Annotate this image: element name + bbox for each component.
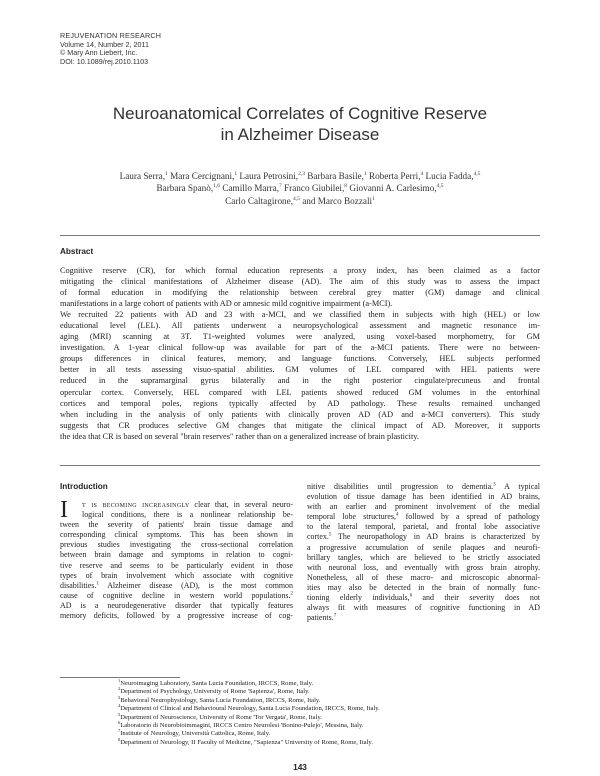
footnote-text: Neuroimaging Laboratory, Santa Lucia Foundation, IRCCS, Rome, Italy. (120, 680, 314, 687)
intro-line (60, 581, 293, 591)
intro-text: Alzheimer disease (AD), is the most common (98, 580, 293, 590)
journal-name: REJUVENATION RESEARCH (60, 31, 162, 40)
author-list (70, 170, 530, 207)
footnote-item (118, 711, 380, 722)
citation-ref: 7 (333, 613, 337, 619)
intro-line: evolution of tissue damage has been identified in AD brains, (307, 492, 540, 502)
footnote-item (118, 694, 380, 705)
intro-line: AD is a neurodegenerative disorder that typically features (60, 600, 293, 610)
abstract-line: when including in the analysis of only patients with clinically proven AD (AD and a-MCI converters). This study (60, 409, 540, 419)
abstract-line: Cognitive reserve (CR), for which formal education represents a proxy index, has been claimed as a factor (60, 266, 540, 275)
journal-doi: DOI: 10.1089/rej.2010.1103 (60, 56, 149, 66)
footnote-text: Department of Neurology, II Faculty of Medicine, "Sapienza" University of Rome, Rome, Italy. (120, 738, 373, 746)
footnote-item (118, 705, 380, 713)
author-affiliation-ref: 4,5 (293, 195, 300, 202)
author-name: Barbara Spanò, (156, 183, 214, 194)
author-name: and Marco Bozzali (299, 195, 373, 206)
abstract-line: groups differences in clinical features, memory, and language functions. Conversely, HEL subjects performed (60, 354, 540, 364)
abstract-line: aging (MRI) scanning at 3T. T1-weighted volumes were analyzed, using voxel-based morphometry, for GM (60, 332, 540, 342)
title-line-1: Neuroanatomical Correlates of Cognitive Reserve (112, 104, 488, 123)
footnote-number: 5 (118, 711, 121, 717)
footnote-number: 6 (118, 719, 121, 725)
intro-line: ities may also be detected in the brain of normally func- (307, 582, 540, 592)
footnote-item (118, 688, 380, 696)
intro-text: clear that, in several neuro- (189, 500, 293, 509)
section-divider (60, 235, 540, 236)
article-title (60, 103, 540, 145)
journal-volume: Volume 14, Number 2, 2011 (60, 39, 149, 49)
author-name: Laura Serra, (119, 171, 166, 181)
footnote-item (118, 730, 380, 738)
footnote-item (118, 736, 380, 747)
intro-text: nitive disabilities until progression to dementia. (307, 482, 494, 491)
intro-line: corresponding clinical symptoms. This has been shown in (60, 530, 293, 540)
intro-line: with an earlier and prominent involvement of the medial (307, 502, 540, 512)
author-name: Lucia Fadda, (423, 171, 474, 181)
abstract-line: investigation. A 1-year clinical follow-up was available for part of the a-MCI patients. There were no between- (60, 343, 540, 353)
citation-ref: 6 (409, 593, 413, 599)
intro-text: patients. (307, 613, 334, 623)
intro-line: always fit with measures of cognitive functioning in AD (307, 603, 540, 613)
citation-ref: 4 (395, 512, 399, 518)
intro-line (60, 591, 293, 601)
footnote-number: 4 (118, 703, 121, 709)
abstract-heading: Abstract (60, 247, 94, 256)
author-name: Roberta Perri, (366, 171, 421, 181)
abstract-line: manifestations in a large cohort of patients with AD or amnesic mild cognitive impairment (a-MCI). (60, 299, 393, 309)
abstract-line: of formal education in modifying the relationship between cerebral grey matter (GM) damage and clinical (60, 288, 540, 298)
author-name: Giovanni A. Carlesimo, (347, 183, 437, 194)
author-name: Carlo Caltagirone, (225, 195, 294, 206)
intro-lead-in: t is becoming increasingly (82, 500, 190, 509)
intro-right-column (307, 482, 540, 623)
abstract-line: opercular cortex. Conversely, HEL compared with LEL patients showed reduced GM volumes in the entorhinal (60, 387, 540, 397)
intro-line: tive reserve and seems to be particularly evident in those (60, 560, 293, 570)
abstract-line: reduced in the supramarginal gyrus bilaterally and in the right posterior cingulate/precuneus and frontal (60, 376, 540, 386)
affiliation-footnotes (118, 677, 380, 747)
abstract-body (60, 265, 540, 442)
intro-left-column (60, 497, 293, 621)
journal-copyright: © Mary Ann Liebert, Inc. (60, 48, 138, 58)
abstract-line: educational level (LEL). All patients underwent a neuropsychological assessment and magnetic resonance im- (60, 321, 540, 331)
intro-line (307, 482, 540, 492)
footnote-text: Department of Psychology, University of Rome 'Sapienza', Rome, Italy. (120, 688, 310, 696)
footnote-text: Department of Neuroscience, University of Rome 'Tor Vergata', Rome, Italy. (120, 713, 322, 721)
citation-ref: 2 (290, 591, 293, 597)
intro-text: A typical (495, 482, 540, 491)
intro-line: tween the severity of patients' brain tissue damage and (60, 520, 293, 530)
intro-line (307, 593, 540, 603)
intro-text: tioning elderly individuals, (307, 593, 410, 603)
abstract-line: the idea that CR is based on several "brain reserves" rather than on a generalized increase of brain plasticity. (60, 431, 419, 441)
drop-cap: I (60, 497, 68, 523)
footnote-number: 8 (118, 736, 121, 742)
abstract-line: mitigating the clinical manifestations of Alzheimer disease (AD). The aim of this study was to assess the impact (60, 277, 540, 287)
author-affiliation-ref: 4,5 (473, 170, 481, 177)
footnote-number: 2 (118, 686, 121, 692)
intro-line: with neuronal loss, and eventually with gross brain atrophy. (307, 562, 540, 572)
author-line-3 (70, 195, 530, 207)
intro-line (307, 512, 540, 522)
section-divider (60, 465, 540, 466)
author-affiliation-ref: 1 (165, 170, 168, 177)
intro-line (60, 500, 293, 510)
footnote-text: Institute of Neurology, Università Cattolica, Rome, Italy. (120, 730, 271, 738)
abstract-line: suggests that CR produces selective GM changes that mitigate the clinical impact of AD. Moreover, it supports (60, 420, 540, 430)
footnote-text: Department of Clinical and Behavioural Neurology, Santa Lucia Foundation, IRCCS, Rome, Italy. (120, 705, 380, 713)
abstract-line: better in all tests assessing visuo-spatial abilities. GM volumes of LEL compared with HEL patients were (60, 365, 540, 375)
intro-text: cause of cognitive decline in western world populations. (60, 590, 291, 600)
intro-text: disabilities. (60, 580, 97, 590)
footnote-number: 3 (118, 694, 121, 700)
author-name: Barbara Basile, (304, 171, 364, 181)
citation-ref: 1 (96, 581, 99, 587)
introduction-heading: Introduction (60, 482, 108, 491)
author-affiliation-ref: 1 (234, 170, 238, 177)
author-affiliation-ref: 1 (372, 195, 375, 202)
page-number: 143 (293, 762, 307, 772)
footnote-number: 7 (118, 728, 121, 734)
intro-line: logical conditions, there is a nonlinear relationship be- (82, 510, 293, 520)
author-name: Franco Giubilei, (281, 183, 345, 194)
author-affiliation-ref: 1 (363, 170, 367, 177)
author-affiliation-ref: 4 (420, 170, 424, 177)
author-name: Camillo Marra, (220, 183, 279, 194)
abstract-line: cortices and temporal poles, regions typically affected by AD pathology. These results remained unchanged (60, 398, 540, 408)
intro-line (307, 532, 540, 542)
author-name: Mara Cercignani, (167, 171, 235, 181)
footnote-text: Laboratorio di Neurobioimmagini, IRCCS Centro Neurolesi 'Bonino-Pulejo', Messina, Italy. (120, 722, 364, 730)
abstract-line: We recruited 22 patients with AD and 23 with a-MCI, and we classified them in subjects with high (HEL) or low (60, 310, 540, 320)
author-affiliation-ref: 8 (344, 183, 348, 190)
author-affiliation-ref: 2,3 (298, 170, 305, 177)
footnote-text: Behavioral Neurophysiology, Santa Lucia Foundation, IRCCS, Rome, Italy. (120, 696, 321, 704)
author-name: Laura Petrosini, (237, 171, 299, 181)
intro-line (307, 613, 540, 623)
intro-line: a progressive accumulation of senile plaques and neurofi- (307, 542, 540, 552)
author-line-1 (70, 170, 530, 182)
intro-text: The neuropathology in AD brains is characterized by (331, 532, 540, 542)
intro-line: Nonetheless, all of these macro- and microscopic abnormal- (307, 572, 540, 582)
intro-line: to the lateral temporal, parietal, and frontal lobe associative (307, 522, 540, 532)
intro-line: types of brain involvement which associate with cognitive (60, 570, 293, 580)
citation-ref: 3 (493, 482, 496, 488)
author-affiliation-ref: 4,5 (436, 183, 444, 190)
footnote-number: 1 (118, 677, 121, 683)
intro-line: between brain damage and symptoms in relation to cogni- (60, 550, 293, 560)
intro-line: memory deficits, followed by a progressive increase of cog- (60, 611, 293, 621)
author-affiliation-ref: 7 (279, 183, 282, 190)
intro-text: cortex. (307, 532, 329, 542)
journal-header (60, 32, 161, 66)
citation-ref: 5 (328, 532, 332, 538)
author-affiliation-ref: 1,6 (213, 183, 221, 190)
intro-text: and their severity does not (412, 593, 540, 603)
intro-text: followed by a spread of pathology (398, 512, 540, 522)
intro-line: previous studies investigating the cross-sectional correlation (60, 540, 293, 550)
intro-text: temporal lobe structures, (307, 512, 396, 522)
intro-line: brillary tangles, which are believed to be strictly associated (307, 552, 540, 562)
title-line-2: in Alzheimer Disease (220, 125, 380, 144)
author-line-2 (70, 182, 530, 194)
